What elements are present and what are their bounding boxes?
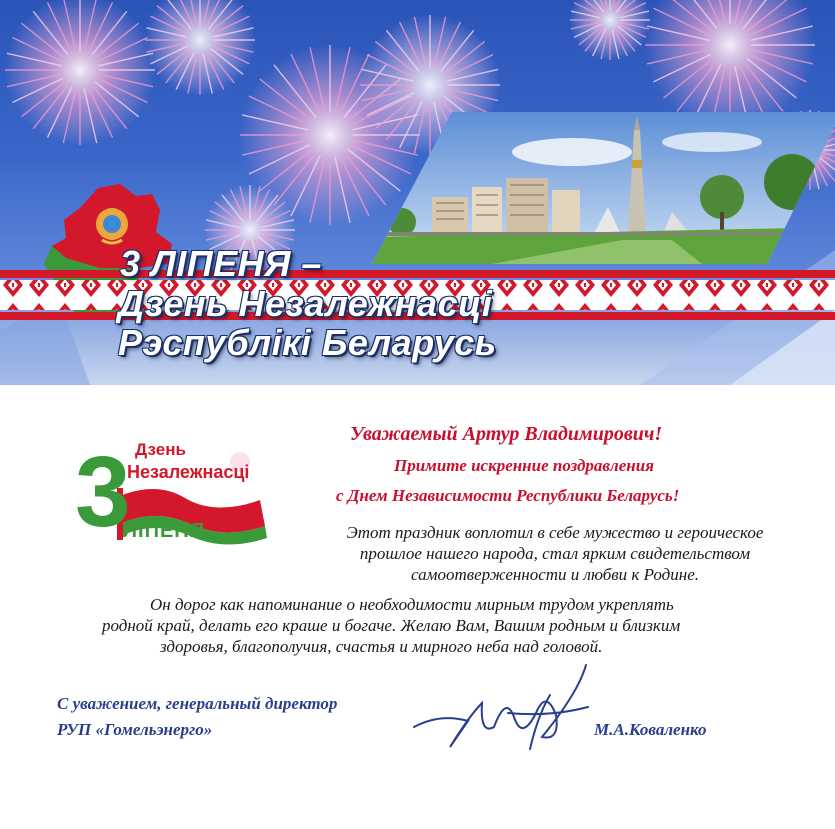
message-line: самоотверженности и любви к Родине.: [411, 565, 699, 584]
logo-digit: 3: [75, 436, 131, 548]
message-line: здоровья, благополучия, счастья и мирного неба над головой.: [160, 637, 603, 656]
independence-day-logo: [75, 436, 275, 555]
logo-word-top: Дзень: [135, 440, 186, 459]
message-paragraph-1: [290, 522, 820, 585]
message-paragraph-2: [80, 594, 820, 657]
message-line: прошлое нашего народа, стал ярким свидетельством: [359, 544, 751, 563]
signature-line1: С уважением, генеральный директор: [57, 694, 338, 713]
message-line: родной край, делать его краше и богаче. Желаю Вам, Вашим родным и близким: [102, 616, 681, 635]
message-line: Он дорог как напоминание о необходимости мирным трудом укреплять: [150, 595, 674, 614]
logo-word-bottom: ЛІПЕНЯ: [123, 520, 206, 542]
logo-word-mid: Незалежнасці: [127, 462, 250, 482]
banner: [0, 0, 835, 385]
signature-line2: РУП «Гомельэнерго»: [57, 720, 213, 739]
banner-title-line3: Рэспублікі Беларусь: [118, 322, 497, 363]
banner-title-line1: 3 ЛІПЕНЯ –: [120, 243, 322, 284]
salutation: Уважаемый Артур Владимирович!: [350, 423, 663, 445]
handwritten-signature: [410, 655, 595, 755]
monument-photo: [372, 112, 835, 264]
banner-title-line2: Дзень Незалежнасці: [118, 283, 493, 324]
greeting-line1: Примите искренние поздравления: [394, 456, 654, 475]
signature-name: М.А.Коваленко: [594, 720, 707, 739]
message-line: Этот праздник воплотил в себе мужество и героическое: [346, 523, 764, 542]
greeting-line2: с Днем Независимости Республики Беларусь!: [336, 486, 680, 505]
